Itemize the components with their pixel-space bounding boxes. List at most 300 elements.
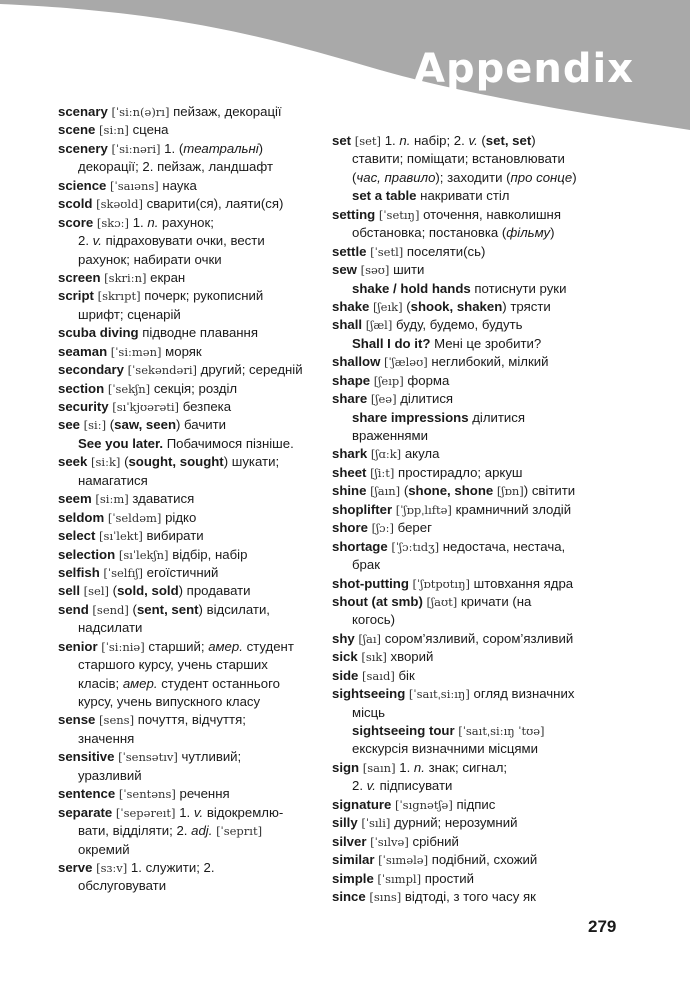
dictionary-entry (332, 501, 602, 519)
translation-text: ) (572, 169, 577, 185)
headword: signature (332, 796, 392, 812)
transcription: [send] (88, 602, 129, 617)
dictionary-entry (332, 796, 602, 814)
translation-text: потиснути руки (470, 280, 567, 296)
headword: seaman (58, 343, 108, 359)
headword: set a table (352, 188, 417, 204)
translation-text: ( (128, 601, 137, 617)
translation-text: курсу, учень випускного класу (78, 694, 261, 709)
entry-continuation (332, 427, 602, 445)
transcription: [ˈsetıŋ] (375, 207, 420, 222)
headword: selfish (58, 564, 100, 580)
dictionary-entry (332, 538, 602, 556)
headword: sentence (58, 786, 116, 802)
translation-text: ) шукати; (223, 454, 280, 470)
dictionary-entry (58, 140, 328, 158)
sub-entry (58, 435, 328, 453)
transcription: [saıd] (358, 668, 395, 683)
translation-text: значення (78, 730, 135, 746)
translation-text: старшого курсу, учень старших (78, 657, 268, 673)
dictionary-entry (58, 103, 328, 121)
transcription: [ˈseldəm] (104, 510, 162, 525)
headword: similar (332, 852, 375, 868)
translation-text: другий; середній (197, 362, 303, 378)
transcription: [ˈsentəns] (115, 787, 176, 802)
entry-continuation (332, 611, 602, 629)
transcription: [ˈsıli] (357, 816, 391, 831)
headword: see (58, 417, 81, 433)
transcription: [ʃɒn] (496, 484, 524, 499)
headword: seem (58, 491, 92, 507)
translation-text: шрифт; сценарій (78, 306, 181, 322)
headword: shape (332, 372, 371, 388)
headword: sign (332, 759, 360, 775)
entry-continuation (332, 556, 602, 574)
translation-text: відокремлю- (203, 804, 284, 820)
dictionary-entry (332, 593, 602, 611)
headword: serve (58, 859, 93, 875)
dictionary-entry (58, 343, 328, 361)
translation-text: акула (401, 446, 440, 462)
transcription: [ˈsiːn(ə)rı] (107, 105, 170, 119)
entry-continuation (58, 306, 328, 324)
italic-note: n. (147, 214, 159, 230)
headword: scold (58, 196, 93, 212)
translation-text: здаватися (128, 491, 195, 507)
dictionary-entry (332, 132, 602, 150)
headword: simple (332, 870, 374, 886)
headword: select (58, 528, 96, 544)
translation-text: декорації; 2. пейзаж, ландшафт (78, 159, 273, 175)
headword: sell (58, 583, 80, 599)
dictionary-entry (332, 243, 602, 261)
translation-text: місць (352, 704, 386, 720)
headword: shall (332, 317, 363, 333)
right-column (332, 132, 602, 906)
transcription: [ˈsiːniə] (97, 639, 145, 654)
dictionary-entry (332, 372, 602, 390)
translation-text: бік (394, 667, 415, 683)
translation-text: огляд визначних (469, 686, 575, 702)
dictionary-entry (332, 814, 602, 832)
verb-forms: sent, sent (136, 601, 199, 617)
headword: senior (58, 638, 98, 654)
headword: scenary (58, 104, 108, 119)
translation-text: простирадло; аркуш (394, 464, 523, 480)
headword: See you later. (78, 435, 164, 451)
translation-text: ( (352, 169, 357, 185)
italic-note: v. (468, 133, 478, 148)
dictionary-entry (332, 667, 602, 685)
transcription: [ˈsekʃn] (104, 381, 151, 396)
dictionary-entry (332, 851, 602, 869)
translation-text: 1. (175, 804, 194, 820)
dictionary-entry (58, 859, 328, 877)
translation-text: 2. (352, 778, 367, 794)
entry-continuation (58, 158, 328, 176)
entry-continuation (58, 767, 328, 785)
sub-entry (332, 280, 602, 298)
verb-forms: saw, seen (114, 417, 176, 433)
transcription: [ˈʃɒpˌlıftə] (392, 502, 452, 517)
translation-text: недостача, нестача, (439, 538, 566, 554)
translation-text: класів; (78, 675, 123, 691)
transcription: [sık] (357, 650, 387, 665)
translation-text: 1. ( (160, 140, 184, 156)
transcription: [ˈsiːmən] (107, 344, 162, 359)
entry-continuation (58, 693, 328, 711)
transcription: [ʃaʊt] (422, 594, 458, 609)
translation-text: сцена (128, 122, 169, 138)
left-column (58, 103, 328, 896)
verb-forms: sought, sought (128, 454, 224, 470)
dictionary-entry (332, 482, 602, 500)
transcription: [ʃeə] (367, 392, 397, 407)
dictionary-entry (332, 888, 602, 906)
headword: shark (332, 446, 368, 462)
italic-note: час, правило (356, 169, 436, 185)
transcription: [ʃaı] (354, 631, 382, 646)
transcription: [ˈsımələ] (374, 853, 429, 868)
headword: sew (332, 262, 357, 278)
headword: share impressions (352, 409, 469, 425)
translation-text: ) світити (523, 483, 576, 499)
dictionary-entry (58, 638, 328, 656)
transcription: [ʃiːt] (366, 465, 395, 480)
transcription: [ˈʃɒtpʊtıŋ] (408, 576, 470, 591)
translation-text: крамничний злодій (451, 501, 572, 517)
italic-note: v. (193, 804, 204, 820)
headword: shake (332, 298, 370, 314)
translation-text: уразливий (78, 767, 142, 783)
transcription: [ˈsaıəns] (106, 178, 159, 193)
verb-forms: sold, sold (117, 583, 179, 599)
transcription: [ʃeık] (369, 299, 403, 314)
headword: shine (332, 483, 367, 499)
transcription: [siːm] (91, 492, 129, 507)
headword: settle (332, 243, 367, 259)
translation-text: обстановка; постановка ( (352, 225, 507, 241)
dictionary-entry (332, 870, 602, 888)
dictionary-entry (58, 177, 328, 195)
dictionary-entry (332, 261, 602, 279)
translation-text: набір; 2. (410, 133, 469, 148)
transcription: [ˈsepəreıt] (112, 805, 176, 820)
transcription: [siːn] (95, 123, 129, 138)
headword: scuba diving (58, 325, 139, 341)
translation-text: почуття, відчуття; (134, 712, 246, 728)
translation-text: безпека (179, 399, 232, 414)
translation-text: відтоді, з того часу як (401, 888, 536, 904)
dictionary-entry (332, 630, 602, 648)
transcription: [sıˈlekt] (95, 529, 143, 544)
headword: scene (58, 122, 96, 138)
headword: sightseeing (332, 686, 406, 702)
dictionary-entry (332, 206, 602, 224)
translation-text: простий (421, 870, 474, 886)
headword: shore (332, 520, 368, 536)
dictionary-entry (58, 601, 328, 619)
transcription: [ˈsaıtˌsiːıŋ ˈtʊə] (458, 724, 545, 738)
entry-continuation (58, 472, 328, 490)
translation-text: 1. (129, 214, 148, 230)
italic-note: фільму (506, 225, 551, 241)
translation-text: підраховувати очки, вести (101, 233, 265, 249)
headword: score (58, 214, 94, 230)
headword: shot-putting (332, 575, 409, 591)
italic-note: про сонце (510, 169, 573, 185)
translation-text: ) відсилати, (198, 601, 270, 617)
translation-text: подібний, схожий (428, 852, 538, 868)
translation-text: обслуговувати (78, 878, 167, 894)
translation-text: намагатися (78, 472, 148, 488)
headword: setting (332, 206, 376, 222)
italic-note: n. (413, 759, 425, 775)
headword: seldom (58, 509, 105, 525)
entry-continuation (58, 232, 328, 250)
entry-continuation (332, 740, 602, 758)
dictionary-entry (332, 316, 602, 334)
entry-continuation (58, 822, 328, 840)
dictionary-entry (58, 509, 328, 527)
verb-forms: shook, shaken (410, 298, 503, 314)
transcription: [skriːn] (100, 270, 147, 285)
translation-text: штовхання ядра (470, 575, 574, 591)
transcription: [ˈselfıʃ] (99, 565, 144, 580)
transcription: [sıns] (365, 889, 402, 904)
transcription: [ˈsensətıv] (114, 750, 178, 765)
translation-text: екскурсія визначними місцями (352, 741, 538, 757)
dictionary-entry (58, 711, 328, 729)
dictionary-entry (58, 582, 328, 600)
translation-text: старший; (144, 638, 209, 654)
transcription: [ˈsılvə] (366, 834, 409, 849)
dictionary-entry (58, 564, 328, 582)
entry-continuation (58, 841, 328, 859)
italic-note: v. (366, 778, 376, 794)
italic-note: театральні (183, 140, 259, 156)
dictionary-entry (58, 416, 328, 434)
dictionary-entry (58, 453, 328, 471)
headword: screen (58, 269, 101, 285)
headword: sense (58, 712, 96, 728)
dictionary-entry (58, 269, 328, 287)
translation-text: моряк (161, 343, 202, 359)
headword: security (58, 399, 109, 414)
dictionary-entry (332, 353, 602, 371)
italic-note: n. (399, 133, 411, 148)
transcription: [səʊ] (356, 263, 390, 278)
translation-text: кричати (на (457, 593, 532, 609)
headword: separate (58, 804, 113, 820)
transcription: [sɜːv] (92, 860, 128, 875)
translation-text: вати, відділяти; 2. (78, 823, 192, 839)
dictionary-entry (58, 785, 328, 803)
headword: sightseeing tour (352, 723, 455, 738)
translation-text: ) (550, 225, 555, 241)
dictionary-entry (58, 361, 328, 379)
dictionary-entry (332, 519, 602, 537)
transcription: [ˈʃɔːtıdʒ] (387, 539, 440, 554)
translation-text: егоїстичний (143, 564, 219, 580)
translation-text: берег (394, 520, 432, 536)
dictionary-entry (332, 464, 602, 482)
translation-text: ) (531, 133, 536, 148)
transcription: [siːk] (87, 455, 121, 470)
translation-text: сором’язливий, сором’язливий (381, 630, 574, 646)
translation-text: 1. (381, 133, 400, 148)
entry-continuation (58, 730, 328, 748)
transcription: [sıˈkjʊərəti] (108, 400, 180, 414)
headword: side (332, 667, 359, 683)
translation-text: форма (403, 372, 450, 388)
dictionary-entry (58, 804, 328, 822)
headword: science (58, 177, 107, 193)
entry-continuation (332, 777, 602, 795)
translation-text: ) трясти (502, 298, 551, 314)
headword: section (58, 380, 105, 396)
translation-text: підпис (452, 796, 496, 812)
headword: script (58, 288, 94, 304)
italic-note: амер. (208, 638, 243, 654)
translation-text: речення (175, 786, 230, 802)
dictionary-entry (58, 214, 328, 232)
transcription: [skɔː] (93, 215, 130, 230)
translation-text: накривати стіл (416, 188, 510, 204)
transcription: [ˈʃæləʊ] (380, 355, 428, 370)
dictionary-entry (58, 380, 328, 398)
translation-text: студент (242, 638, 294, 654)
translation-text: ) продавати (178, 583, 251, 599)
dictionary-entry (58, 546, 328, 564)
translation-text: ) бачити (176, 417, 226, 433)
transcription: [sel] (80, 584, 110, 599)
translation-text: пейзаж, декорації (169, 104, 282, 119)
headword: share (332, 391, 368, 407)
entry-continuation (58, 619, 328, 637)
headword: shake / hold hands (352, 280, 471, 296)
transcription: [ʃaın] (366, 484, 401, 499)
translation-text: ( (120, 454, 129, 470)
translation-text: хворий (386, 649, 434, 665)
sub-entry (332, 187, 602, 205)
dictionary-entry (58, 324, 328, 342)
translation-text: сварити(ся), лаяти(ся) (142, 196, 284, 212)
translation-text: срібний (408, 833, 459, 849)
headword: shoplifter (332, 501, 393, 517)
translation-text: екран (146, 269, 186, 285)
page-number: 279 (588, 917, 617, 936)
translation-text: ( (106, 417, 115, 433)
translation-text: оточення, навколишня (419, 206, 561, 222)
translation-text: надсилати (78, 620, 143, 636)
dictionary-entry (58, 398, 328, 416)
headword: sick (332, 649, 358, 665)
transcription: [ˈsaıtˌsiːıŋ] (405, 687, 470, 702)
transcription: [ˈseprıt] (216, 824, 263, 839)
headword: since (332, 888, 366, 904)
transcription: [sens] (95, 713, 135, 728)
dictionary-entry (58, 748, 328, 766)
headword: scenery (58, 140, 108, 156)
headword: silver (332, 833, 367, 849)
translation-text: почерк; рукописний (140, 288, 264, 304)
translation-text: Мені це зробити? (430, 335, 542, 351)
transcription: [ʃɑːk] (367, 447, 402, 462)
dictionary-entry (332, 648, 602, 666)
italic-note: adj. (191, 823, 213, 839)
headword: set (332, 133, 352, 148)
translation-text: ( (477, 133, 486, 148)
translation-text: дурний; нерозумний (390, 815, 518, 831)
transcription: [ʃɔː] (367, 521, 394, 536)
translation-text: знак; сигнал; (424, 759, 508, 775)
headword: silly (332, 815, 358, 831)
translation-text: підписувати (375, 778, 453, 794)
dictionary-entry (332, 445, 602, 463)
translation-text: буду, будемо, будуть (392, 317, 523, 333)
entry-continuation (58, 251, 328, 269)
transcription: [ˈsıgnətʃə] (391, 797, 453, 812)
headword: shout (at smb) (332, 593, 423, 609)
translation-text: Побачимося пізніше. (163, 435, 294, 451)
transcription: [ˈsımpl] (373, 871, 422, 886)
transcription: [ˈsekəndəri] (123, 363, 198, 378)
headword: sensitive (58, 749, 115, 765)
translation-text: брак (352, 557, 380, 573)
dictionary-entry (58, 121, 328, 139)
italic-note: амер. (122, 675, 158, 691)
transcription: [saın] (359, 760, 396, 775)
translation-text: поселяти(сь) (403, 243, 486, 259)
transcription: [ʃæl] (362, 318, 393, 333)
translation-text: студент останнього (157, 675, 280, 691)
appendix-title: Appendix (414, 46, 634, 92)
translation-text: рідко (161, 509, 197, 525)
translation-text: ( (400, 483, 409, 499)
transcription: [siː] (80, 418, 107, 433)
dictionary-entry (332, 390, 602, 408)
translation-text: ) (258, 140, 264, 156)
dictionary-entry (332, 685, 602, 703)
translation-text: ( (109, 583, 118, 599)
translation-text: ( (402, 298, 411, 314)
translation-text: ділитися (396, 391, 454, 407)
entry-continuation (332, 704, 602, 722)
headword: selection (58, 546, 116, 562)
sub-entry (332, 409, 602, 427)
entry-continuation (58, 877, 328, 895)
translation-text: підводне плавання (138, 325, 258, 341)
entry-continuation (332, 224, 602, 242)
headword: shortage (332, 538, 388, 554)
translation-text: рахунок; (158, 214, 214, 230)
dictionary-entry (332, 759, 602, 777)
headword: Shall I do it? (352, 335, 431, 351)
dictionary-entry (58, 527, 328, 545)
translation-text: ); заходити ( (435, 169, 511, 185)
entry-continuation (58, 656, 328, 674)
italic-note: v. (92, 233, 102, 249)
translation-text: ставити; поміщати; встановлювати (352, 151, 565, 167)
translation-text: чутливий; (177, 749, 242, 765)
dictionary-entry (58, 490, 328, 508)
headword: sheet (332, 464, 367, 480)
headword: seek (58, 454, 88, 470)
verb-forms: set, set (485, 133, 532, 148)
translation-text: вибирати (142, 528, 204, 544)
transcription: [ˈsetl] (366, 244, 404, 259)
